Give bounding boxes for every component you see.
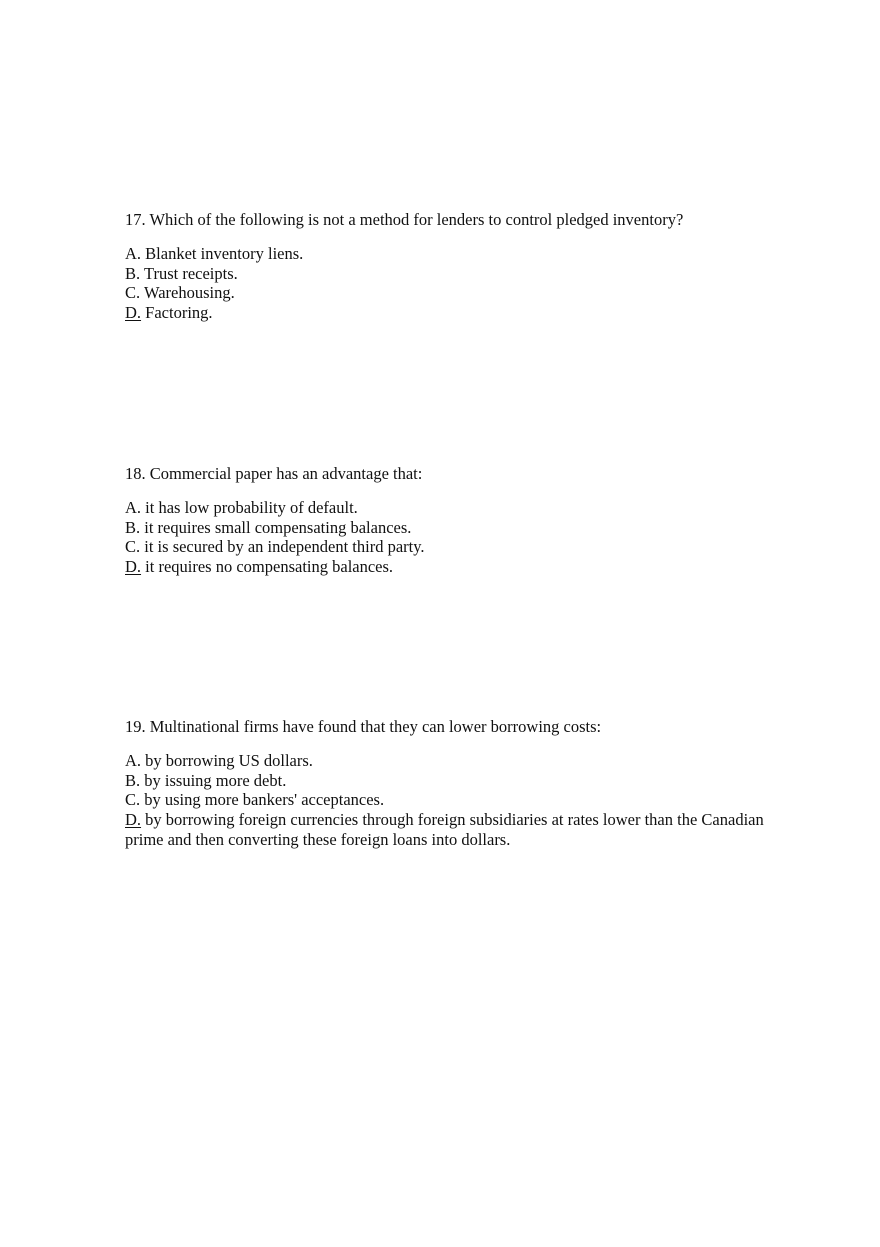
option-letter: C.: [125, 283, 141, 303]
option-a: [125, 751, 765, 771]
answer-options: [125, 498, 765, 577]
option-text: Trust receipts.: [143, 263, 238, 283]
question-18: [125, 464, 765, 577]
option-b: [125, 264, 765, 284]
option-a: [125, 244, 765, 264]
option-letter: C.: [125, 537, 141, 557]
option-text: by borrowing foreign currencies through foreign subsidiaries at rates lower than the Canadian prime and then converting these foreign loans into dollars.: [125, 810, 764, 849]
option-letter: B.: [125, 517, 141, 537]
option-letter: C.: [125, 790, 141, 810]
option-text: Warehousing.: [143, 283, 235, 303]
question-stem: 17. Which of the following is not a method for lenders to control pledged inventory?: [125, 210, 684, 229]
option-letter: A.: [125, 243, 142, 263]
correct-answer-letter: D.: [125, 303, 142, 323]
answer-options: [125, 244, 765, 323]
option-b: [125, 518, 765, 538]
option-d: [125, 810, 765, 850]
option-letter: A.: [125, 497, 142, 517]
option-c: [125, 790, 765, 810]
option-d: [125, 557, 765, 577]
option-c: [125, 537, 765, 557]
answer-options: [125, 751, 765, 850]
option-letter: B.: [125, 263, 141, 283]
option-text: by using more bankers' acceptances.: [144, 790, 385, 810]
option-text: by issuing more debt.: [144, 770, 287, 790]
option-c: [125, 283, 765, 303]
option-d: [125, 303, 765, 323]
option-text: it is secured by an independent third party.: [144, 537, 425, 557]
option-letter: B.: [125, 770, 141, 790]
option-text: it has low probability of default.: [145, 497, 358, 517]
option-b: [125, 771, 765, 791]
option-letter: A.: [125, 750, 142, 770]
question-17: [125, 210, 765, 323]
option-text: by borrowing US dollars.: [145, 750, 313, 770]
option-text: Blanket inventory liens.: [145, 243, 304, 263]
option-text: it requires no compensating balances.: [145, 557, 394, 577]
option-text: it requires small compensating balances.: [144, 517, 412, 537]
option-text: Factoring.: [145, 303, 213, 323]
correct-answer-letter: D.: [125, 810, 142, 830]
question-19: [125, 717, 765, 850]
question-stem: 18. Commercial paper has an advantage that:: [125, 464, 423, 483]
question-stem: 19. Multinational firms have found that they can lower borrowing costs:: [125, 717, 602, 736]
correct-answer-letter: D.: [125, 557, 142, 577]
option-a: [125, 498, 765, 518]
